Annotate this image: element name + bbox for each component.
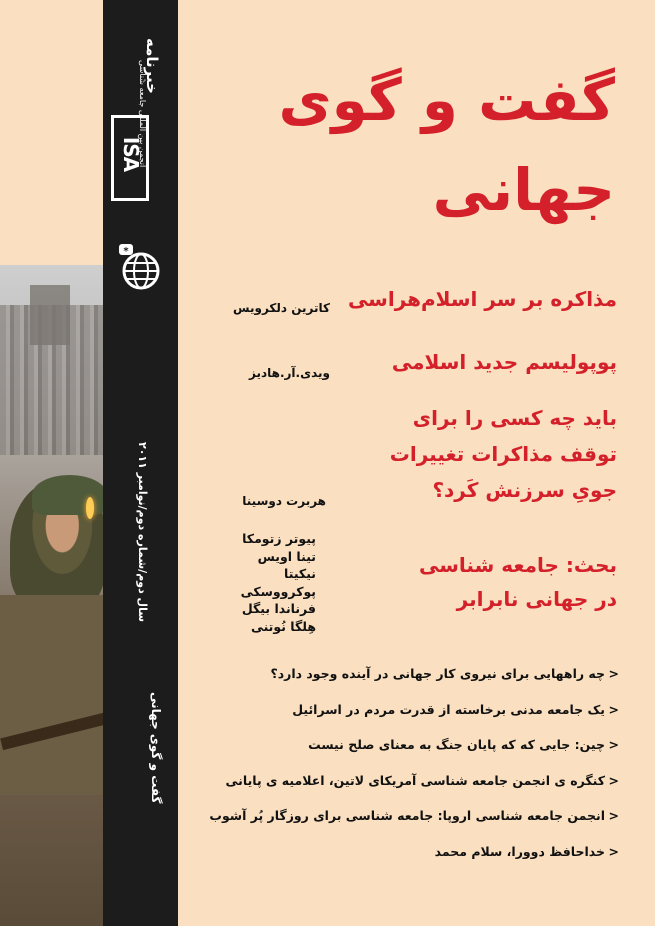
list-item: < چه راههایی برای نیروی کار جهانی در آینده وجود دارد؟ <box>269 664 619 700</box>
ruined-tower-image <box>30 285 70 345</box>
bullet-mark: < <box>608 737 619 752</box>
issue-info: سال دوم/شماره دوم/نوامبر ۲۰۱۱ <box>136 442 149 623</box>
debate-author: هِلگا نُوتنی <box>250 618 316 634</box>
article-1-title: مذاکره بر سر اسلام‌هراسی <box>347 287 617 311</box>
article-3-title-line-2: توقف مذاکرات تغییرات <box>389 442 617 466</box>
newsletter-label: خبرنامه <box>143 38 161 94</box>
bullet-mark: < <box>608 843 619 859</box>
cover-title-line-1: گفت و گوی <box>278 66 615 134</box>
debate-author: تینا اویس <box>257 548 316 564</box>
list-item: < یک جامعه مدنی برخاسته از قدرت مردم در اسرائیل <box>269 700 619 736</box>
bullet-mark: < <box>608 808 619 823</box>
cover-title-line-2: جهانی <box>432 156 615 224</box>
globe-chat-icon <box>117 244 163 290</box>
debate-title-line-1: بحث: جامعه شناسی <box>419 553 617 577</box>
black-side-band <box>103 0 178 926</box>
soldier-body-image <box>0 595 103 795</box>
bullet-mark: < <box>608 772 619 788</box>
article-3-title-line-3: جویِ سرزنش کَرد؟ <box>432 478 617 502</box>
association-name: انجمن بین المللی جامعه شناسی <box>138 60 147 168</box>
bullet-mark: < <box>608 701 619 717</box>
article-3-title <box>390 400 617 508</box>
debate-author: فرناندا بیگل <box>241 601 316 616</box>
article-3-author: هربرت دوسینا <box>242 494 326 508</box>
isa-logo: ISA <box>111 115 149 201</box>
bullet-list <box>209 664 619 877</box>
list-item: < چین: جایی که که پایان جنگ به معنای صلح نیست <box>269 735 619 771</box>
list-item: < خداحافظ دوورا، سلام محمد <box>269 842 619 878</box>
cover-photo <box>0 265 103 926</box>
debate-author: پوکرووسکی <box>240 583 316 599</box>
article-2-title: پوپولیسم جدید اسلامی <box>391 350 617 374</box>
list-item: < انجمن جامعه شناسی اروپا: جامعه شناسی برای روزگار پُر آشوب <box>269 806 619 842</box>
article-2-author: ویدی.آر.هادیز <box>249 366 330 380</box>
lighter-flame-image <box>86 497 94 519</box>
vertical-title: گفت و گوی جهانی <box>149 692 163 804</box>
list-item: < کنگره ی انجمن جامعه شناسی آمریکای لاتین، اعلامیه ی پایانی <box>269 771 619 807</box>
bullet-mark: < <box>608 666 619 681</box>
debate-title <box>419 548 617 616</box>
debate-title-line-2: در جهانی نابرابر <box>456 587 617 611</box>
article-1-author: کاترین دلکرویس <box>233 301 330 315</box>
article-3-title-line-1: باید چه کسی را برای <box>412 406 617 430</box>
svg-text:*: * <box>123 246 129 257</box>
debate-authors <box>226 530 316 635</box>
debate-author: پیوتر زتومکا <box>242 531 316 546</box>
debate-author: نیکیتا <box>284 566 316 581</box>
